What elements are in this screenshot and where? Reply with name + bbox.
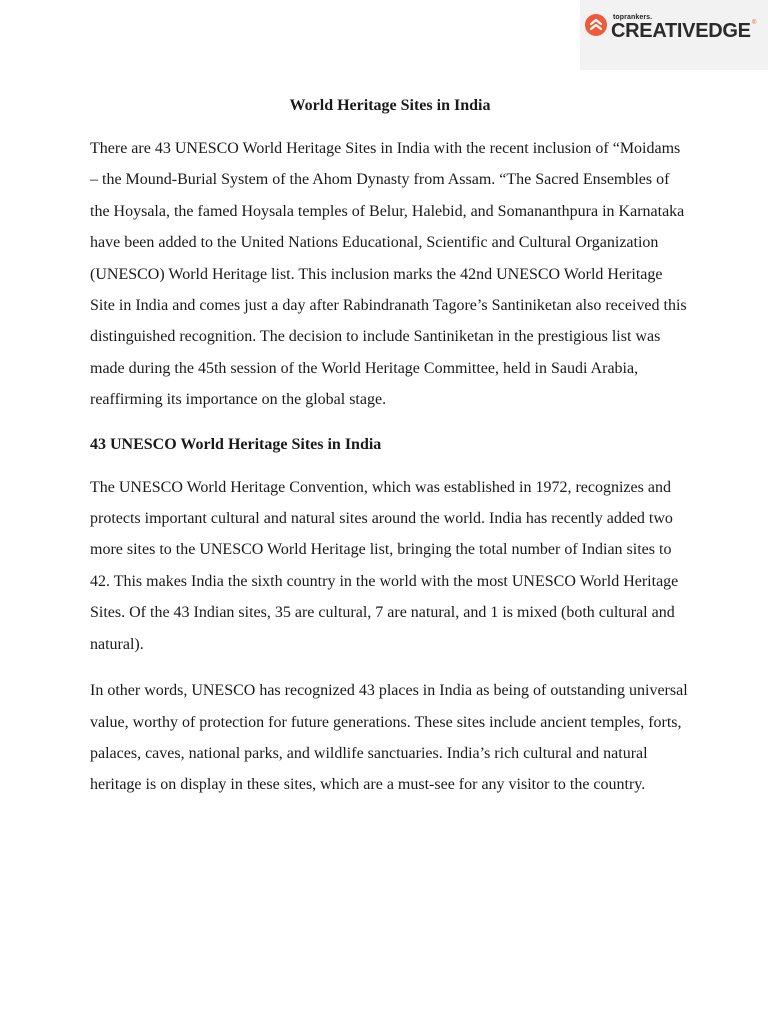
page-title: World Heritage Sites in India — [289, 97, 491, 114]
document-body — [90, 90, 690, 801]
brand-name: CREATIVEDGE — [611, 20, 751, 42]
brand-tagline: toprankers. — [613, 14, 653, 21]
creativedge-logo-icon — [585, 14, 607, 36]
summary-paragraph: In other words, UNESCO has recognized 43 places in India as being of outstanding universal value, worthy of protection for future generations. These sites include ancient temples, forts, palaces, caves, national parks, and wildlife sanctuaries. India’s rich cultural and natural heritage is on display in these sites, which are a must-see for any visitor to the country. — [90, 682, 688, 794]
brand-logo — [580, 0, 768, 70]
intro-paragraph: There are 43 UNESCO World Heritage Sites in India with the recent inclusion of “Moidams – the Mound-Burial System of the Ahom Dynasty from Assam. “The Sacred Ensembles of the Hoysala, the famed Hoysala temples of Belur, Halebid, and Somananthpura in Karnataka have been added to the United Nations Educational, Scientific and Cultural Organization (UNESCO) World Heritage list. This inclusion marks the 42nd UNESCO World Heritage Site in India and comes just a day after Rabindranath Tagore’s Santiniketan also received this distinguished recognition. The decision to include Santiniketan in the prestigious list was made during the 45th session of the World Heritage Committee, held in Saudi Arabia, reaffirming its importance on the global stage. — [90, 140, 687, 409]
section-heading: 43 UNESCO World Heritage Sites in India — [90, 435, 382, 453]
registered-mark: ® — [752, 20, 757, 26]
convention-paragraph: The UNESCO World Heritage Convention, which was established in 1972, recognizes and protects important cultural and natural sites around the world. India has recently added two more sites to the UNESCO World Heritage list, bringing the total number of Indian sites to 42. This makes India the sixth country in the world with the most UNESCO World Heritage Sites. Of the 43 Indian sites, 35 are cultural, 7 are natural, and 1 is mixed (both cultural and natural). — [90, 478, 679, 653]
